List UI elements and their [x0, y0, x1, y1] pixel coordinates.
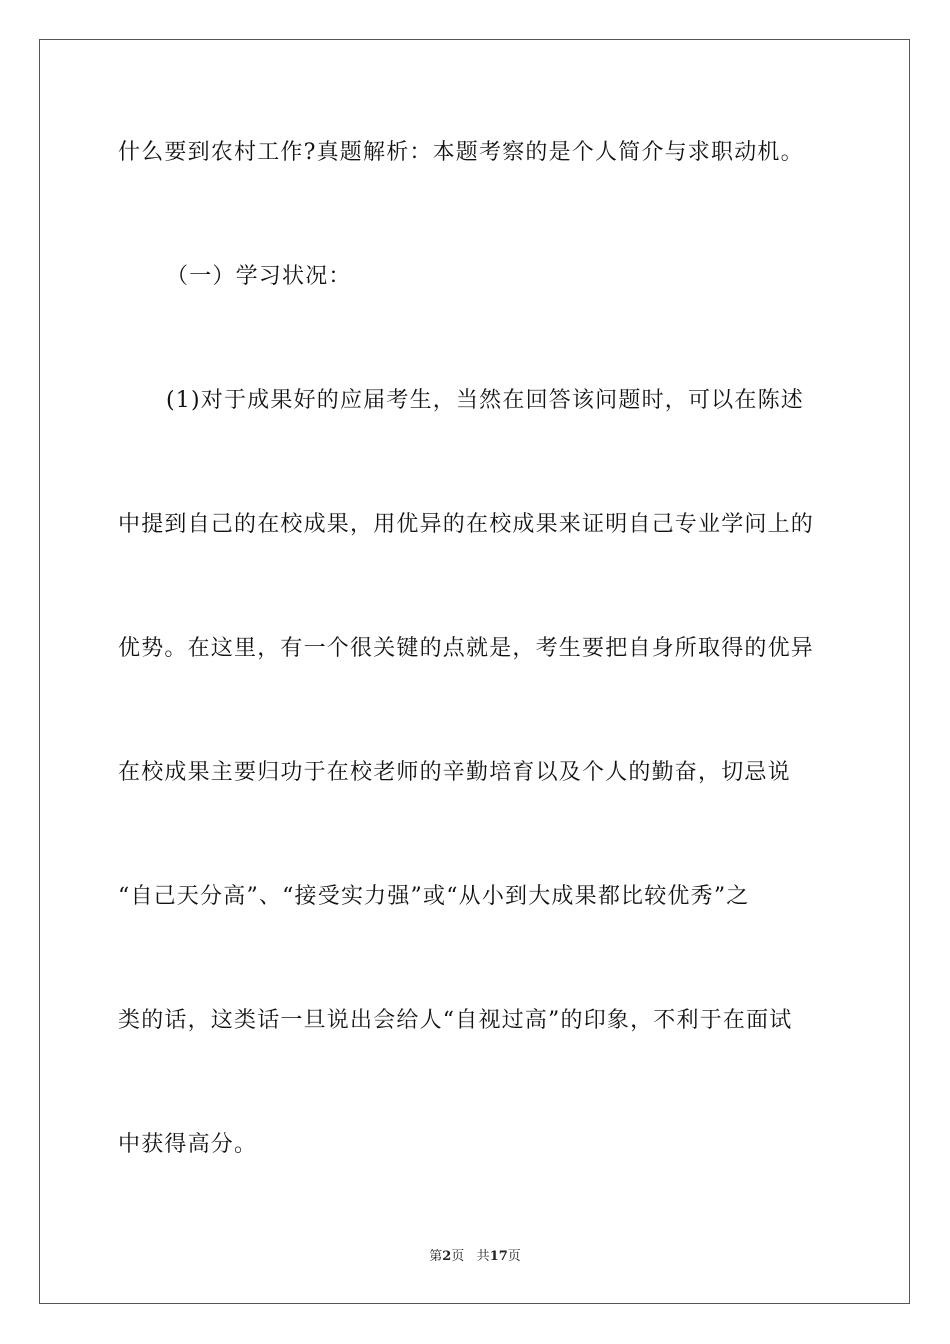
paragraph-line-6: 在校成果主要归功于在校老师的辛勤培育以及个人的勤奋，切忌说 [118, 760, 791, 785]
page-prefix: 第 [429, 1249, 443, 1264]
paragraph-line-5: 优势。在这里，有一个很关键的点就是，考生要把自身所取得的优异 [118, 636, 815, 661]
paragraph-line-3: (1)对于成果好的应届考生，当然在回答该问题时，可以在陈述 [166, 388, 804, 413]
paragraph-line-4: 中提到自己的在校成果，用优异的在校成果来证明自己专业学问上的 [118, 512, 815, 537]
page-border [39, 39, 910, 1304]
page-suffix: 页 [451, 1249, 465, 1264]
paragraph-line-7: “自己天分高”、“接受实力强”或“从小到大成果都比较优秀”之 [118, 884, 750, 909]
paragraph-line-8: 类的话，这类话一旦说出会给人“自视过高”的印象，不利于在面试 [118, 1008, 793, 1033]
paragraph-line-9: 中获得高分。 [118, 1132, 258, 1157]
total-prefix: 共 [476, 1249, 490, 1264]
section-heading: （一）学习状况： [166, 264, 352, 289]
page-footer [0, 1248, 950, 1266]
total-pages: 17 [489, 1249, 508, 1264]
paragraph-line-1: 什么要到农村工作?真题解析：本题考察的是个人简介与求职动机。 [118, 140, 804, 165]
page-number: 2 [442, 1249, 452, 1264]
total-suffix: 页 [507, 1249, 521, 1264]
